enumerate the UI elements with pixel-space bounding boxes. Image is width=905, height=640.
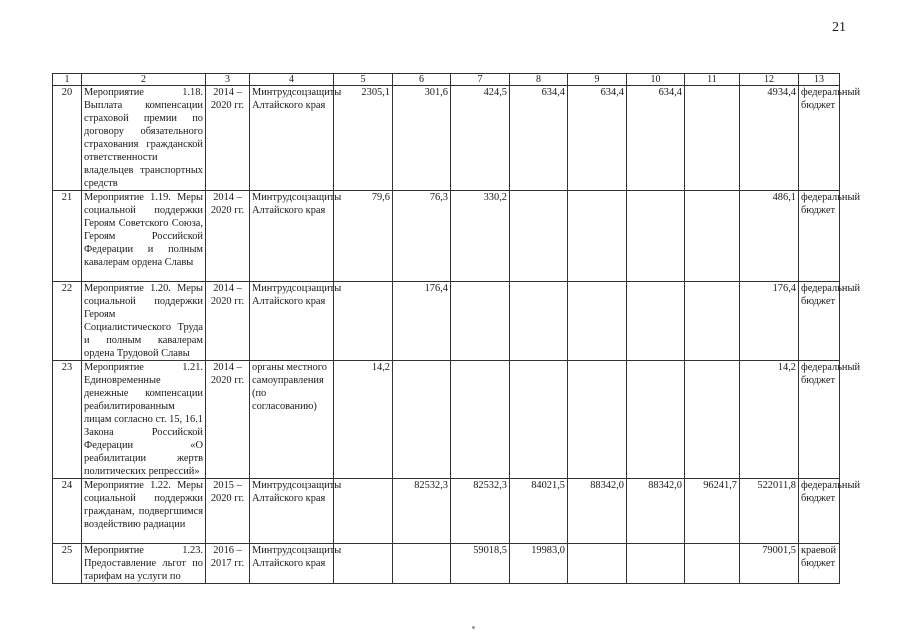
value-cell: 330,2 [451, 191, 510, 282]
funding-source: краевой бюджет [799, 544, 840, 584]
value-cell [334, 544, 393, 584]
activity-name: Мероприятие 1.18. Выплата компенсации страховой премии по договору обязательного страхования гражданской ответственности владельцев транспортных средств [82, 86, 206, 191]
column-header: 8 [510, 74, 568, 86]
total-cell: 4934,4 [740, 86, 799, 191]
value-cell [568, 544, 627, 584]
row-number: 23 [53, 361, 82, 479]
activity-term: 2015 – 2020 гг. [206, 479, 250, 544]
total-cell: 486,1 [740, 191, 799, 282]
value-cell [627, 191, 685, 282]
column-header: 12 [740, 74, 799, 86]
column-header: 2 [82, 74, 206, 86]
value-cell: 424,5 [451, 86, 510, 191]
value-cell: 84021,5 [510, 479, 568, 544]
page-number: 21 [832, 20, 846, 35]
column-header: 13 [799, 74, 840, 86]
activity-term: 2014 – 2020 гг. [206, 361, 250, 479]
value-cell: 82532,3 [451, 479, 510, 544]
scan-speck [472, 626, 475, 629]
activity-name: Мероприятие 1.23. Предоставление льгот по тарифам на услуги по [82, 544, 206, 584]
funding-source: федеральный бюджет [799, 479, 840, 544]
value-cell: 76,3 [393, 191, 451, 282]
value-cell [627, 282, 685, 361]
value-cell: 59018,5 [451, 544, 510, 584]
value-cell [627, 544, 685, 584]
table-row [53, 86, 840, 191]
funding-source: федеральный бюджет [799, 86, 840, 191]
value-cell: 14,2 [334, 361, 393, 479]
column-header: 10 [627, 74, 685, 86]
activity-executor: Минтрудсоцзащиты Алтайского края [250, 191, 334, 282]
activity-term: 2016 – 2017 гг. [206, 544, 250, 584]
total-cell: 522011,8 [740, 479, 799, 544]
row-number: 25 [53, 544, 82, 584]
program-activities-table [52, 73, 861, 584]
activity-executor: Минтрудсоцзащиты Алтайского края [250, 282, 334, 361]
column-header: 7 [451, 74, 510, 86]
column-header: 4 [250, 74, 334, 86]
column-header: 6 [393, 74, 451, 86]
value-cell: 88342,0 [627, 479, 685, 544]
column-header: 9 [568, 74, 627, 86]
value-cell: 2305,1 [334, 86, 393, 191]
value-cell [568, 282, 627, 361]
activity-term: 2014 – 2020 гг. [206, 191, 250, 282]
value-cell [510, 361, 568, 479]
value-cell [393, 544, 451, 584]
value-cell: 19983,0 [510, 544, 568, 584]
value-cell [685, 191, 740, 282]
funding-source: федеральный бюджет [799, 361, 840, 479]
activity-executor: Минтрудсоцзащиты Алтайского края [250, 544, 334, 584]
table-row [53, 479, 840, 544]
value-cell [510, 191, 568, 282]
value-cell [393, 361, 451, 479]
activity-name: Мероприятие 1.22. Меры социальной поддержки гражданам, подвергшимся воздействию радиации [82, 479, 206, 544]
value-cell: 301,6 [393, 86, 451, 191]
table-row [53, 361, 840, 479]
funding-source: федеральный бюджет [799, 191, 840, 282]
value-cell [685, 361, 740, 479]
value-cell: 88342,0 [568, 479, 627, 544]
total-cell: 14,2 [740, 361, 799, 479]
value-cell [627, 361, 685, 479]
activity-name: Мероприятие 1.20. Меры социальной поддержки Героям Социалистического Труда и полным кавалерам ордена Трудовой Славы [82, 282, 206, 361]
total-cell: 79001,5 [740, 544, 799, 584]
value-cell: 96241,7 [685, 479, 740, 544]
column-header: 3 [206, 74, 250, 86]
activity-name: Мероприятие 1.19. Меры социальной поддержки Героям Советского Союза, Героям Российской Федерации и полным кавалерам ордена Славы [82, 191, 206, 282]
value-cell: 82532,3 [393, 479, 451, 544]
activity-executor: Минтрудсоцзащиты Алтайского края [250, 86, 334, 191]
table-row [53, 191, 840, 282]
value-cell [334, 479, 393, 544]
column-header: 11 [685, 74, 740, 86]
value-cell [685, 86, 740, 191]
activity-term: 2014 – 2020 гг. [206, 86, 250, 191]
value-cell [568, 191, 627, 282]
activity-executor: Минтрудсоцзащиты Алтайского края [250, 479, 334, 544]
funding-source: федеральный бюджет [799, 282, 840, 361]
activity-term: 2014 – 2020 гг. [206, 282, 250, 361]
value-cell [451, 361, 510, 479]
header-row [53, 74, 840, 86]
column-header: 1 [53, 74, 82, 86]
value-cell: 634,4 [627, 86, 685, 191]
row-number: 22 [53, 282, 82, 361]
row-number: 21 [53, 191, 82, 282]
table-row [53, 282, 840, 361]
value-cell: 634,4 [568, 86, 627, 191]
value-cell [685, 282, 740, 361]
row-number: 24 [53, 479, 82, 544]
value-cell: 79,6 [334, 191, 393, 282]
value-cell [568, 361, 627, 479]
value-cell [510, 282, 568, 361]
value-cell [451, 282, 510, 361]
table-row [53, 544, 840, 584]
value-cell [334, 282, 393, 361]
total-cell: 176,4 [740, 282, 799, 361]
value-cell: 176,4 [393, 282, 451, 361]
row-number: 20 [53, 86, 82, 191]
value-cell [685, 544, 740, 584]
column-header: 5 [334, 74, 393, 86]
activity-name: Мероприятие 1.21. Единовременные денежные компенсации реабилитированным лицам согласно ст. 15, 16.1 Закона Российской Федерации «О реабилитации жертв политических репрессий» [82, 361, 206, 479]
value-cell: 634,4 [510, 86, 568, 191]
activity-executor: органы местного самоуправления (по согласованию) [250, 361, 334, 479]
